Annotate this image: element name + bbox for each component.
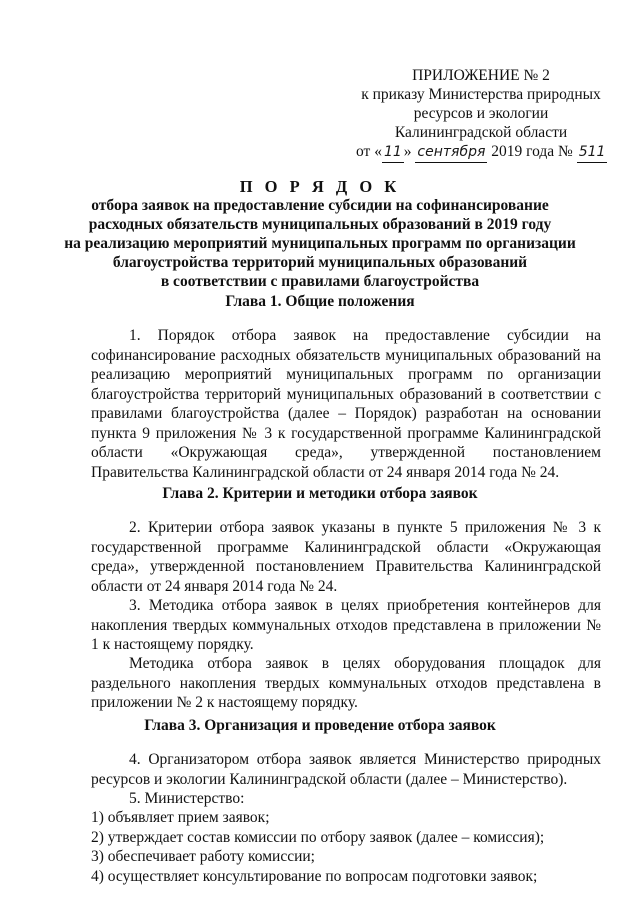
chapter2-heading: Глава 2. Критерии и методики отбора заявок <box>162 485 478 502</box>
order-number-handwritten: 511 <box>577 143 608 163</box>
paragraph-3: 3. Методика отбора заявок в целях приобретения контейнеров для накопления твердых коммунальных отходов представлена в приложении № 1 к настоящему порядку. <box>91 597 601 653</box>
appendix-header <box>356 66 606 163</box>
document-subtitle <box>40 196 600 291</box>
subtitle-line: отбора заявок на предоставление субсидии на софинансирование <box>91 197 549 214</box>
paragraph-4: 4. Организатором отбора заявок является Министерство природных ресурсов и экологии Калининградской области (далее – Министерство). <box>91 751 601 788</box>
paragraph-5: 5. Министерство: <box>129 790 245 807</box>
appendix-label: ПРИЛОЖЕНИЕ № 2 <box>412 67 550 84</box>
subtitle-line: на реализацию мероприятий муниципальных программ по организации <box>64 235 576 252</box>
paragraph-3b: Методика отбора заявок в целях оборудования площадок для раздельного накопления твердых коммунальных отходов представлена в приложении № 2 к настоящему порядку. <box>91 655 601 711</box>
subtitle-line: в соответствии с правилами благоустройства <box>160 273 480 290</box>
order-reference-line3: Калининградской области <box>394 124 568 141</box>
order-date-line <box>356 142 606 163</box>
list-item: 1) объявляет прием заявок; <box>91 809 270 826</box>
date-prefix: от « <box>356 143 382 160</box>
chapter1-heading: Глава 1. Общие положения <box>225 293 415 310</box>
date-mid: » <box>403 143 412 160</box>
subtitle-line: благоустройства территорий муниципальных образований <box>112 254 528 271</box>
date-year: 2019 года № <box>491 143 573 160</box>
list-item: 4) осуществляет консультирование по вопросам подготовки заявок; <box>91 868 538 885</box>
paragraph-1: 1. Порядок отбора заявок на предоставление субсидии на софинансирование расходных обязательств муниципальных образований на реализацию мероприятий муниципальных программ по организации благоустройства территорий муниципальных образований в соответствии с правилами благоустройства (далее – Порядок) разработан на основании пункта 9 приложения № 3 к государственной программе Калининградской области «Окружающая среда», утвержденной постановлением Правительства Калининградской области от 24 января 2014 года № 24. <box>91 327 601 481</box>
paragraph-2: 2. Критерии отбора заявок указаны в пункте 5 приложения № 3 к государственной программе Калининградской области «Окружающая среда», утвержденной постановлением Правительства Калининградской области от 24 января 2014 года № 24. <box>91 519 601 595</box>
list-item: 3) обеспечивает работу комиссии; <box>91 848 315 865</box>
order-reference-line1: к приказу Министерства природных <box>361 86 601 103</box>
list-item: 2) утверждает состав комиссии по отбору заявок (далее – комиссия); <box>91 829 545 846</box>
document-title: П О Р Я Д О К <box>239 177 401 196</box>
order-reference-line2: ресурсов и экологии <box>413 105 549 122</box>
subtitle-line: расходных обязательств муниципальных образований в 2019 году <box>88 216 552 233</box>
date-month-handwritten: сентября <box>415 143 487 163</box>
date-day-handwritten: 11 <box>382 143 404 163</box>
chapter3-heading: Глава 3. Организация и проведение отбора заявок <box>144 717 496 734</box>
